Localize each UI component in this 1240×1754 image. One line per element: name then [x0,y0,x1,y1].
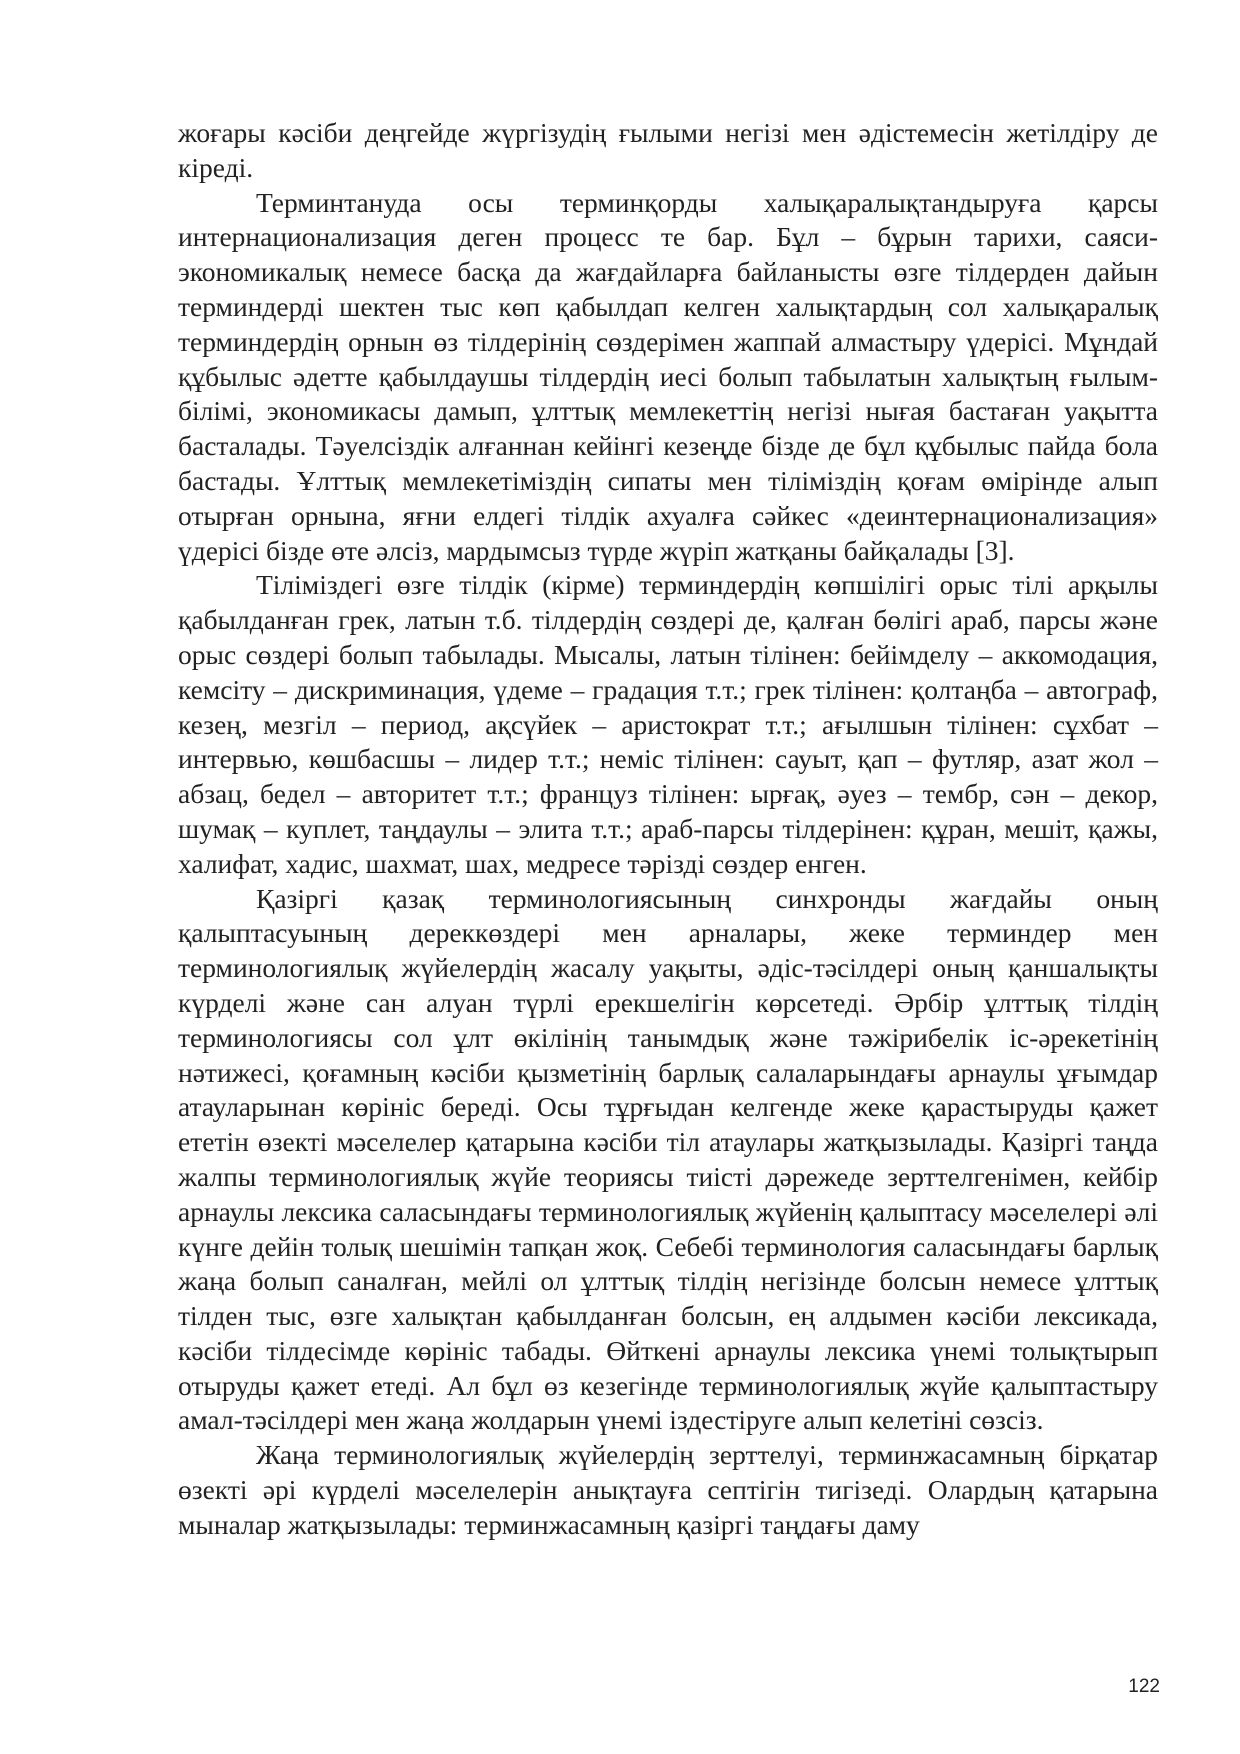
page-number: 122 [1128,1676,1160,1697]
paragraph-new-systems: Жаңа терминологиялық жүйелердің зерттелуі, терминжасамның бірқатар өзекті әрі күрделі мәселелерін анықтауға септігін тигізеді. Олардың қатарына мыналар жатқызылады: терминжасамның қазіргі таңдағы даму [178,1439,1158,1540]
paragraph-terminology-state: Қазіргі қазақ терминологиясының синхронды жағдайы оның қалыптасуының дереккөздері мен арналары, жеке терминдер мен терминологиялық жүйелердің жасалу уақыты, әдіс-тәсілдері оның қаншалықты күрделі және сан алуан түрлі ерекшелігін көрсетеді. Әрбір ұлттық тілдің терминологиясы сол ұлт өкілінің танымдық және тәжірибелік іс-әрекетінің нәтижесі, қоғамның кәсіби қызметінің барлық салаларындағы арнаулы ұғымдар атауларынан көрініс береді. Осы тұрғыдан келгенде жеке қарастыруды қажет ететін өзекті мәселелер қатарына кәсіби тіл атаулары жатқызылады. Қазіргі таңда жалпы терминологиялық жүйе теориясы тиісті дәрежеде зерттелгенімен, кейбір арнаулы лексика саласындағы терминологиялық жүйенің қалыптасу мәселелері әлі күнге дейін толық шешімін тапқан жоқ. Себебі терминология саласындағы барлық жаңа болып саналған, мейлі ол ұлттық тілдің негізінде болсын немесе ұлттық тілден тыс, өзге халықтан қабылданған болсын, ең алдымен кәсіби лексикада, кәсіби тілдесімде көрініс табады. Өйткені арнаулы лексика үнемі толықтырып отыруды қажет етеді. Ал бұл өз кезегінде терминологиялық жүйе қалыптастыру амал-тәсілдері мен жаңа жолдарын үнемі іздестіруге алып келетіні сөзсіз. [178,882,1158,1436]
body-text [178,116,1158,1543]
paragraph-loanwords: Тіліміздегі өзге тілдік (кірме) терминдердің көпшілігі орыс тілі арқылы қабылданған грек, латын т.б. тілдердің сөздері де, қалған бөлігі араб, парсы және орыс сөздері болып табылады. Мысалы, латын тілінен: бейімделу – аккомодация, кемсіту – дискриминация, үдеме – градация т.т.; грек тілінен: қолтаңба – автограф, кезең, мезгіл – период, ақсүйек – аристократ т.т.; ағылшын тілінен: сұхбат – интервью, көшбасшы – лидер т.т.; неміс тілінен: сауыт, қап – футляр, азат жол – абзац, бедел – авторитет т.т.; француз тілінен: ырғақ, әуез – тембр, сән – декор, шумақ – куплет, таңдаулы – элита т.т.; араб-парсы тілдерінен: құран, мешіт, қажы, халифат, хадис, шахмат, шах, медресе тәрізді сөздер енген. [178,569,1158,879]
paragraph-continuation: жоғары кәсіби деңгейде жүргізудің ғылыми негізі мен әдістемесін жетілдіру де кіреді. [178,117,1158,183]
paragraph-internationalization: Терминтануда осы терминқорды халықаралықтандыруға қарсы интернационализация деген процесс те бар. Бұл – бұрын тарихи, саяси-экономикалық немесе басқа да жағдайларға байланысты өзге тілдерден дайын терминдерді шектен тыс көп қабылдап келген халықтардың сол халықаралық терминдердің орнын өз тілдерінің сөздерімен жаппай алмастыру үдерісі. Мұндай құбылыс әдетте қабылдаушы тілдердің иесі болып табылатын халықтың ғылым-білімі, экономикасы дамып, ұлттық мемлекеттің негізі нығая бастаған уақытта басталады. Тәуелсіздік алғаннан кейінгі кезеңде бізде де бұл құбылыс пайда бола бастады. Ұлттық мемлекетіміздің сипаты мен тіліміздің қоғам өмірінде алып отырған орнына, яғни елдегі тілдік ахуалға сәйкес «деинтернационализация» үдерісі бізде өте әлсіз, мардымсыз түрде жүріп жатқаны байқалады [3]. [178,186,1158,566]
